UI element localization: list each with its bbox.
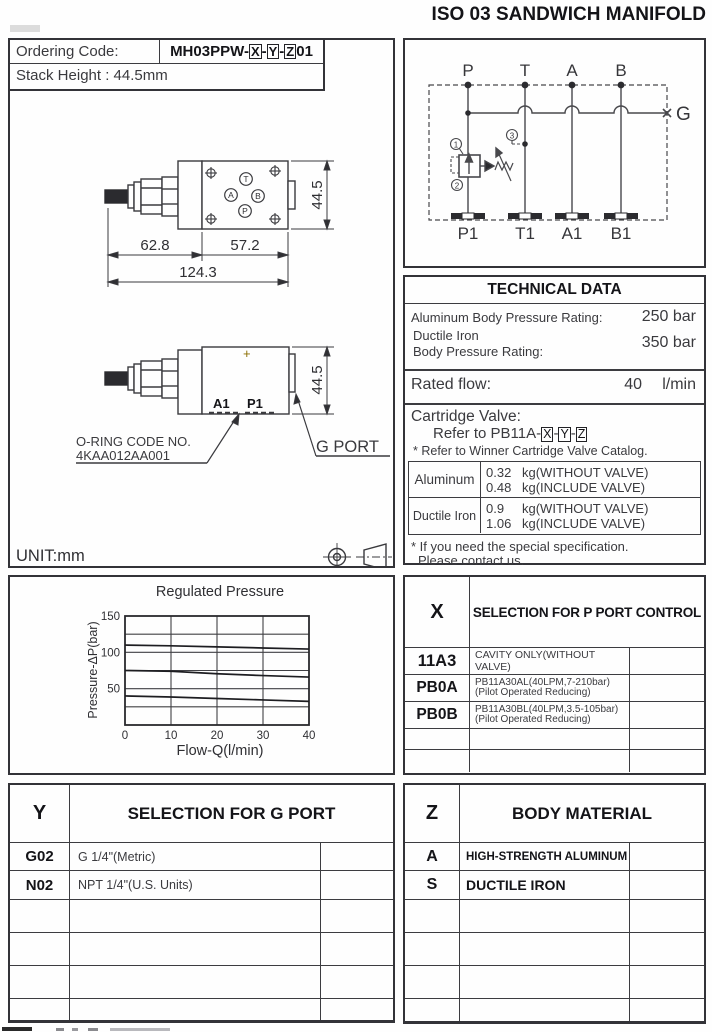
sch-label-t1: T1 — [515, 224, 535, 243]
table-row — [405, 675, 704, 702]
z-row-note — [629, 843, 704, 870]
z-row-desc: DUCTILE IRON — [466, 877, 566, 893]
cartridge-y-box: Y — [560, 427, 569, 441]
dim-44-5-side: 44.5 — [309, 365, 326, 395]
svg-text:50: 50 — [107, 683, 120, 696]
chart-xlabel: Flow-Q(l/min) — [176, 743, 264, 759]
scan-artifact — [56, 1028, 64, 1031]
chart-plot-area — [10, 577, 393, 773]
sch-label-b1: B1 — [610, 224, 632, 243]
weight-material: Aluminum — [409, 462, 481, 497]
cartridge-z-box: Z — [577, 427, 586, 441]
scan-artifact — [10, 25, 40, 32]
footnote-line1: * If you need the special specification. — [411, 539, 629, 554]
cartridge-sep2: - — [570, 425, 576, 442]
weight-value: 1.06 — [486, 515, 512, 531]
divider — [405, 369, 704, 371]
code-y-box: Y — [268, 43, 278, 59]
x-header-row — [405, 577, 704, 648]
callout-2: 2 — [454, 181, 460, 191]
table-row — [405, 702, 704, 729]
page-title: ISO 03 SANDWICH MANIFOLD — [431, 4, 706, 25]
port-label-a: A — [228, 190, 234, 200]
x-row-note — [629, 702, 704, 728]
svg-text:150: 150 — [100, 611, 120, 623]
dimension-drawings — [10, 40, 393, 566]
technical-data-title: TECHNICAL DATA — [487, 281, 622, 298]
stack-height-label: Stack Height : 44.5mm — [16, 67, 168, 84]
weight-text: kg(INCLUDE VALVE) — [522, 515, 646, 531]
callout-3: 3 — [509, 131, 515, 141]
port-label-p: P — [242, 206, 248, 216]
table-row-empty — [405, 750, 704, 772]
chart-ylabel: Pressure-ΔP(bar) — [86, 621, 100, 719]
sch-label-g: G — [676, 104, 691, 125]
z-row-note — [629, 871, 704, 899]
oring-code-line2: 4KAA012AA001 — [76, 448, 170, 463]
side-view-drawing — [105, 347, 295, 414]
weight-text: kg(WITHOUT VALVE) — [522, 500, 649, 516]
table-row — [405, 871, 704, 900]
svg-text:0: 0 — [121, 730, 129, 742]
y-row-code: G02 — [10, 843, 70, 870]
ordering-code-label-cell — [10, 40, 160, 63]
ordering-code-label: Ordering Code: — [16, 43, 119, 60]
code-x-box: X — [250, 43, 260, 59]
port-pads — [451, 213, 638, 219]
footnote-line2: Please contact us. — [418, 553, 525, 568]
label-p1: P1 — [247, 396, 263, 411]
scan-artifact — [88, 1028, 98, 1031]
port-label-b: B — [255, 191, 261, 201]
y-row-note — [320, 871, 393, 899]
hydraulic-schematic-panel — [403, 38, 706, 268]
z-row-code: S — [405, 871, 460, 899]
regulated-pressure-chart — [8, 575, 395, 775]
scan-artifact — [2, 1027, 32, 1031]
weight-value: 0.32 — [486, 464, 512, 480]
manifold-boundary — [429, 85, 667, 220]
dim-57-2: 57.2 — [230, 237, 260, 254]
cartridge-x-box: X — [543, 427, 552, 441]
rated-flow-value: 40 — [624, 376, 642, 393]
x-row-note — [629, 648, 704, 674]
dim-44-5-top: 44.5 — [309, 180, 326, 210]
table-row-empty — [10, 933, 393, 966]
sch-label-b: B — [615, 61, 627, 80]
iron-pressure-label-line1: Ductile Iron — [413, 328, 479, 343]
y-row-code: N02 — [10, 871, 70, 899]
x-row-desc-line1: PB11A30BL(40LPM,3.5-105bar) — [475, 703, 619, 715]
cartridge-valve-title: Cartridge Valve: — [411, 408, 521, 425]
unit-label: UNIT:mm — [16, 547, 85, 565]
selection-z-table — [403, 783, 706, 1024]
divider — [405, 303, 704, 304]
x-row-note — [629, 675, 704, 701]
weight-material: Ductile Iron — [409, 498, 481, 533]
port-label-t: T — [243, 174, 249, 184]
rated-flow-unit: l/min — [662, 376, 696, 393]
code-z-box: Z — [286, 43, 295, 59]
callout-1: 1 — [453, 140, 459, 150]
iron-pressure-label-line2: Body Pressure Rating: — [413, 344, 544, 359]
cartridge-note: * Refer to Winner Cartridge Valve Catalog. — [413, 444, 648, 458]
sch-label-p1: P1 — [457, 224, 479, 243]
projection-symbol-icon — [323, 543, 392, 566]
top-view-drawing — [105, 161, 295, 229]
table-row-empty — [405, 933, 704, 966]
plus-mark: + — [243, 346, 251, 361]
sch-label-a: A — [566, 61, 578, 80]
x-key: X — [405, 577, 470, 647]
table-row — [10, 843, 393, 871]
weight-value: 0.48 — [486, 479, 512, 495]
z-header-row — [405, 785, 704, 843]
table-row — [405, 843, 704, 871]
selection-x-table — [403, 575, 706, 775]
svg-text:40: 40 — [302, 730, 316, 742]
x-row-desc-line2: (Pilot Operated Reducing) — [475, 687, 591, 698]
weight-text: kg(WITHOUT VALVE) — [522, 464, 649, 480]
table-row-empty — [405, 999, 704, 1024]
y-key: Y — [10, 785, 70, 842]
z-key: Z — [405, 785, 460, 842]
scan-artifact — [110, 1028, 170, 1031]
y-row-desc: G 1/4"(Metric) — [78, 849, 156, 864]
table-row-empty — [405, 966, 704, 999]
weight-text: kg(INCLUDE VALVE) — [522, 479, 646, 495]
rated-flow-label: Rated flow: — [411, 376, 492, 393]
dim-124-3: 124.3 — [179, 264, 217, 281]
table-row-empty — [10, 966, 393, 999]
ordering-code-table — [8, 38, 325, 91]
x-row-code: PB0A — [405, 675, 470, 701]
drawing-panel — [8, 38, 395, 568]
y-header-row — [10, 785, 393, 843]
cartridge-ref-prefix: Refer to PB11A- — [433, 425, 542, 442]
z-row-code: A — [405, 843, 460, 870]
sch-label-p: P — [462, 61, 474, 80]
sch-label-a1: A1 — [561, 224, 583, 243]
svg-text:30: 30 — [256, 730, 270, 742]
x-row-code: 11A3 — [405, 648, 470, 674]
alu-pressure-value: 250 bar — [641, 308, 696, 325]
y-title: SELECTION FOR G PORT — [127, 803, 336, 823]
gauge-line — [468, 106, 667, 113]
cartridge-valve-ref — [433, 425, 587, 442]
code-sep1: - — [261, 43, 267, 60]
ordering-code-value — [160, 40, 323, 63]
selection-y-table — [8, 783, 395, 1023]
dim-62-8: 62.8 — [140, 237, 170, 254]
table-row — [10, 871, 393, 900]
weight-table — [408, 461, 701, 535]
weight-row-aluminum — [409, 462, 700, 498]
x-row-code: PB0B — [405, 702, 470, 728]
svg-text:20: 20 — [210, 730, 224, 742]
table-row-empty — [10, 900, 393, 933]
table-row-empty — [10, 999, 393, 1023]
x-row-desc-line1: PB11A30AL(40LPM,7-210bar) — [475, 676, 610, 688]
weight-value: 0.9 — [486, 500, 505, 516]
table-row-empty — [405, 729, 704, 750]
label-a1: A1 — [213, 396, 230, 411]
x-title: SELECTION FOR P PORT CONTROL — [472, 604, 702, 620]
svg-text:100: 100 — [100, 647, 120, 660]
y-row-note — [320, 843, 393, 870]
code-prefix: MH03PPW- — [170, 43, 249, 60]
table-row — [405, 648, 704, 675]
z-title: BODY MATERIAL — [511, 803, 653, 823]
alu-pressure-label: Aluminum Body Pressure Rating: — [411, 310, 603, 325]
g-port-label: G PORT — [316, 438, 379, 456]
iron-pressure-label — [413, 328, 543, 360]
x-row-desc: CAVITY ONLY(WITHOUT VALVE) — [475, 649, 595, 673]
y-row-desc: NPT 1/4"(U.S. Units) — [78, 878, 193, 892]
z-row-desc: HIGH-STRENGTH ALUMINUM — [466, 850, 628, 863]
reducing-valve-symbol — [451, 141, 522, 181]
divider — [405, 403, 704, 405]
cartridge-sep1: - — [553, 425, 559, 442]
code-suffix: 01 — [296, 43, 313, 60]
sch-label-t: T — [519, 61, 531, 80]
table-row-empty — [405, 900, 704, 933]
scan-artifact — [72, 1028, 78, 1031]
iron-pressure-value: 350 bar — [641, 334, 696, 351]
technical-data-panel — [403, 275, 706, 568]
code-sep2: - — [279, 43, 285, 60]
weight-row-ductile-iron — [409, 498, 700, 533]
chart-title: Regulated Pressure — [155, 584, 285, 600]
x-row-desc-line2: (Pilot Operated Reducing) — [475, 714, 591, 725]
hydraulic-schematic — [405, 40, 704, 266]
oring-code-line1: O-RING CODE NO. — [76, 434, 191, 449]
svg-text:10: 10 — [164, 730, 178, 742]
